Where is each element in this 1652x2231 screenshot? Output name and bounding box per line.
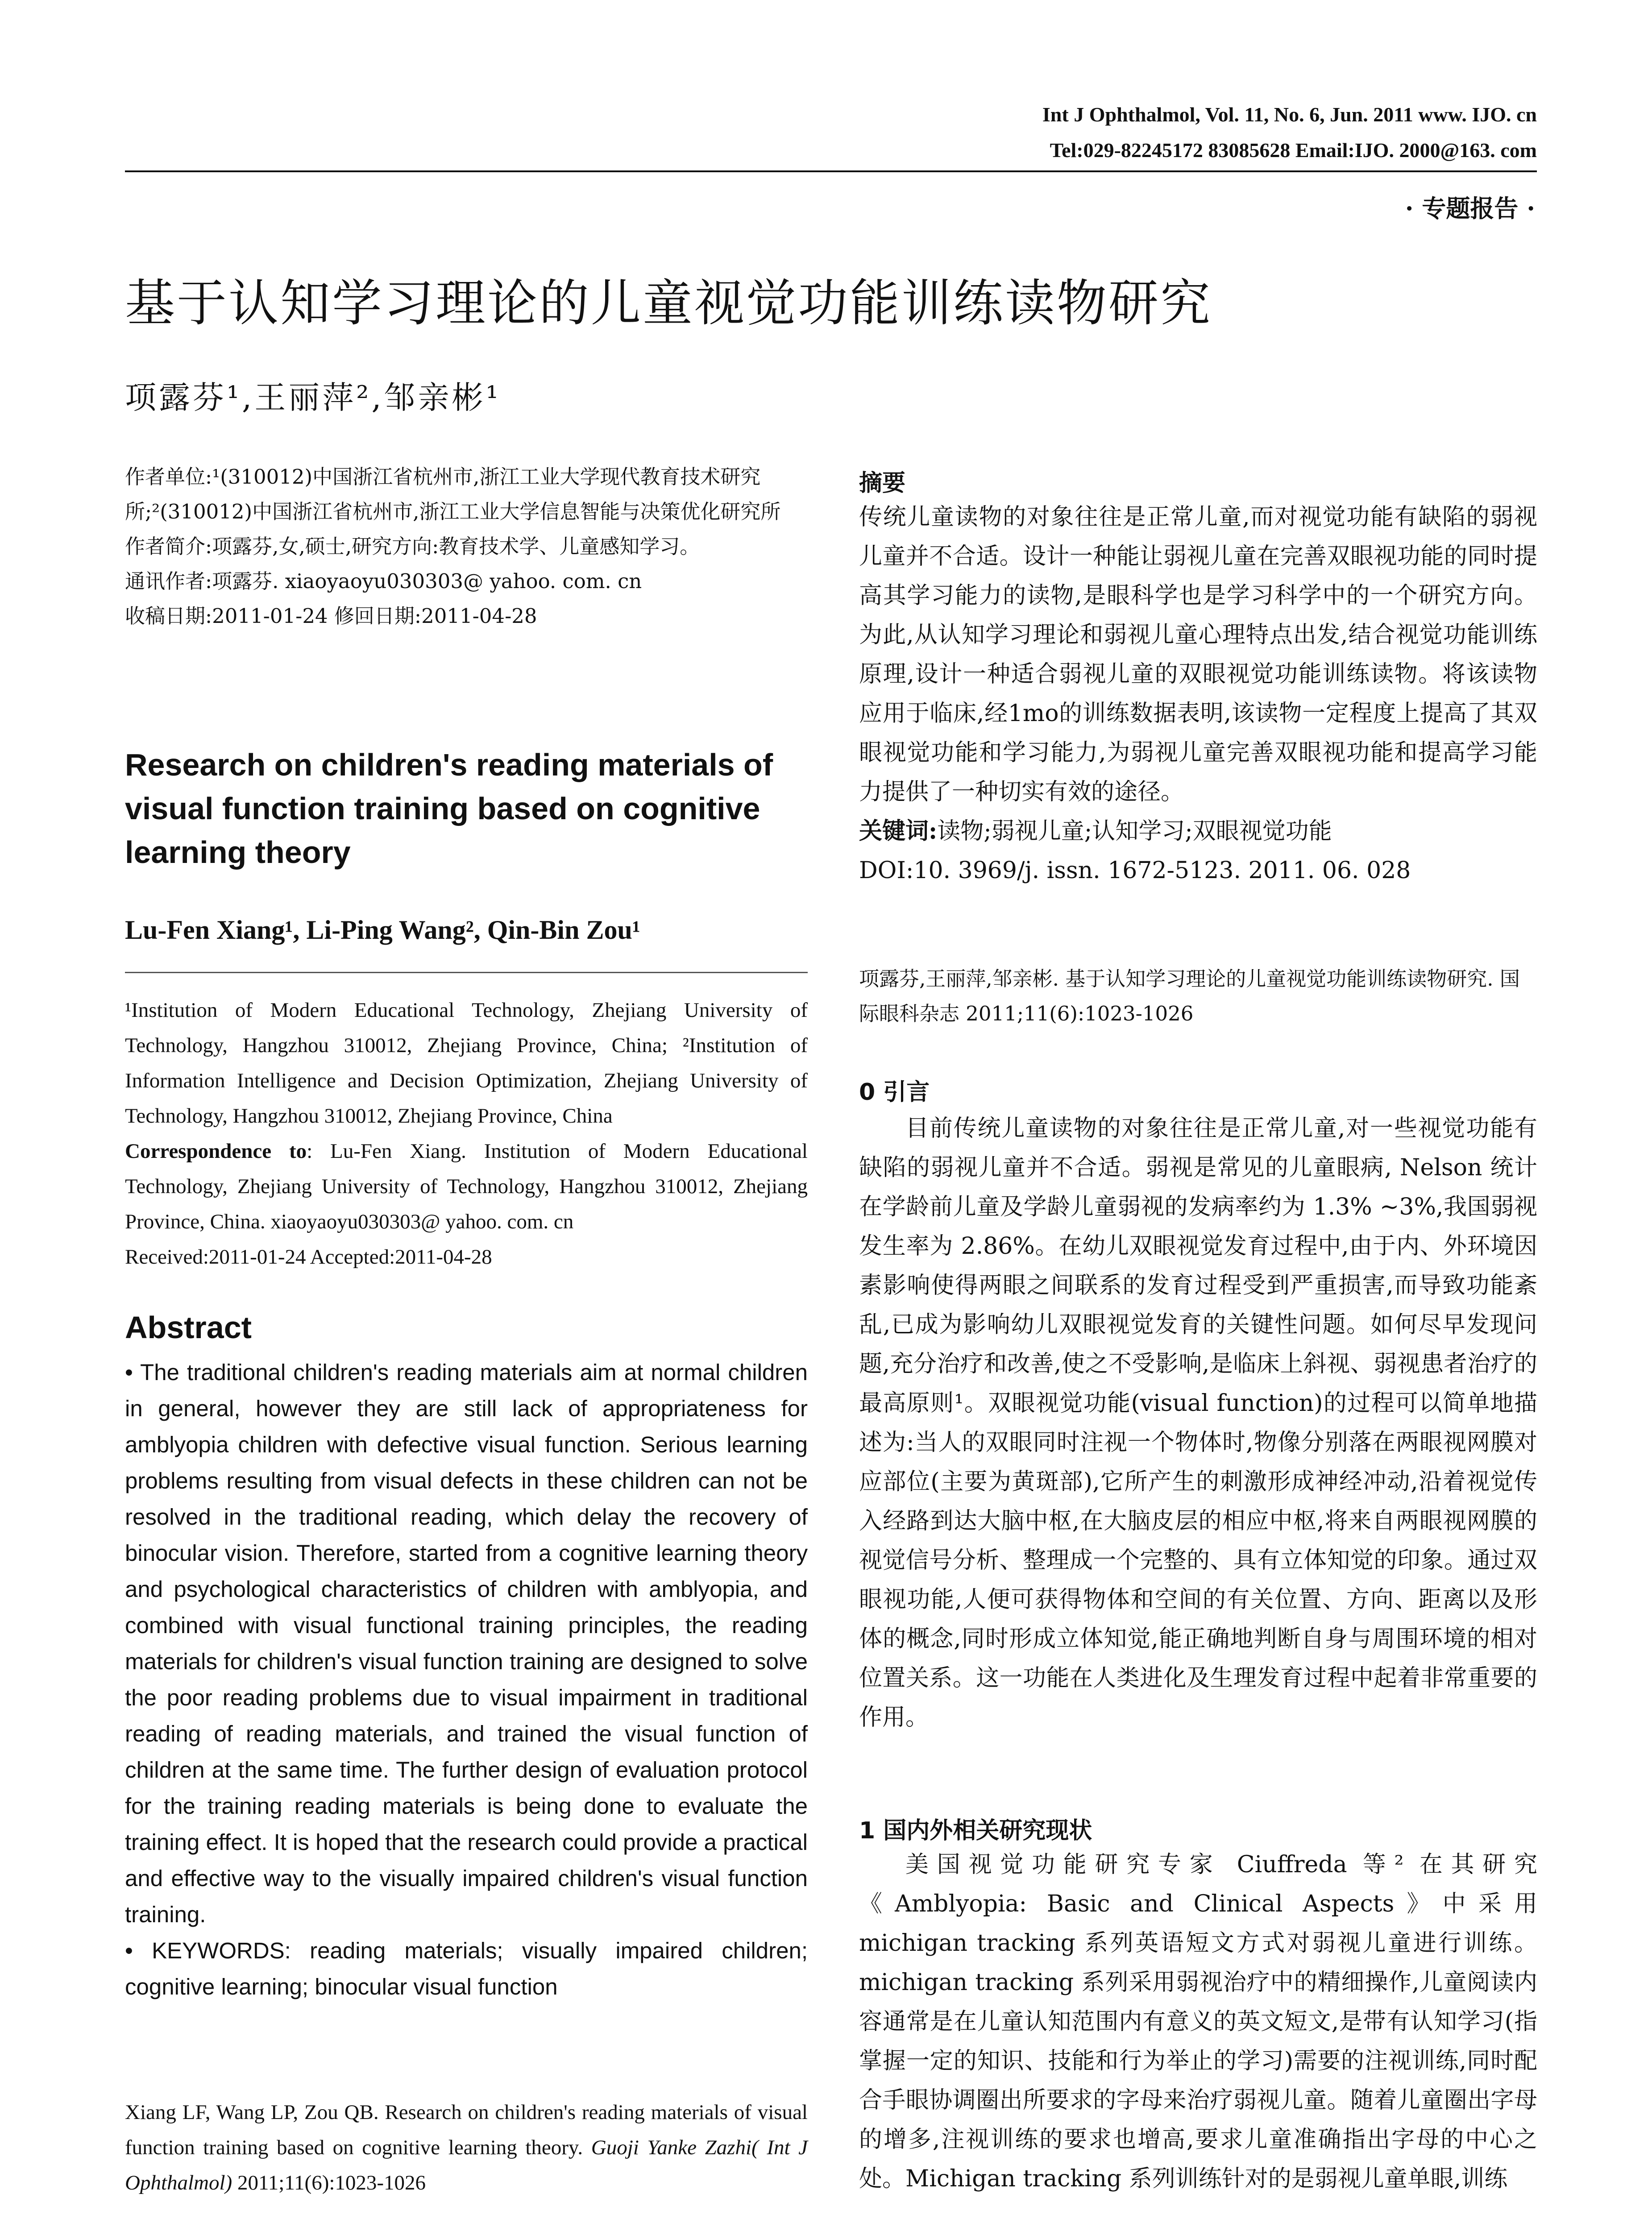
authors-en: Lu-Fen Xiang¹, Li-Ping Wang², Qin-Bin Zou¹ — [125, 915, 640, 945]
page-title: 基于认知学习理论的儿童视觉功能训练读物研究 — [125, 274, 1212, 332]
header-rule — [125, 170, 1537, 172]
citation-en-plain: Xiang LF, Wang LP, Zou QB. Research on children's reading materials of visual function training based on cognitive learning theory. — [125, 2101, 808, 2159]
author-info-block — [125, 460, 808, 634]
abstract-heading: Abstract — [125, 1310, 252, 1345]
section0-heading: 0 引言 — [859, 1079, 930, 1106]
author-bio-zh: 作者简介:项露芬,女,硕士,研究方向:教育技术学、儿童感知学习。 — [125, 535, 700, 558]
citation-zh: 项露芬,王丽萍,邹亲彬. 基于认知学习理论的儿童视觉功能训练读物研究. 国际眼科杂志 2011;11(6):1023-1026 — [859, 967, 1520, 1025]
doi: DOI:10. 3969/j. issn. 1672-5123. 2011. 06. 028 — [859, 857, 1411, 884]
correspondence-label: Correspondence to — [125, 1140, 307, 1163]
citation-en — [125, 2095, 808, 2201]
authors-zh: 项露芬¹,王丽萍²,邹亲彬¹ — [125, 379, 501, 416]
section1-heading: 1 国内外相关研究现状 — [859, 1817, 1092, 1844]
journal-header-line1: Int J Ophthalmol, Vol. 11, No. 6, Jun. 2011 www. IJO. cn — [1042, 103, 1537, 126]
affiliation-en-block — [125, 993, 808, 1275]
received-accepted-en: Received:2011-01-24 Accepted:2011-04-28 — [125, 1245, 492, 1269]
keywords-zh-label: 关键词: — [859, 817, 938, 845]
keywords-en: • KEYWORDS: reading materials; visually impaired children; cognitive learning; binocular visual function — [125, 1938, 808, 1999]
section1-block — [859, 1845, 1537, 2198]
keywords-zh-text: 读物;弱视儿童;认知学习;双眼视觉功能 — [937, 818, 1332, 845]
citation-en-tail: 2011;11(6):1023-1026 — [232, 2171, 426, 2194]
received-dates-zh: 收稿日期:2011-01-24 修回日期:2011-04-28 — [125, 604, 537, 628]
abstract-en-text: • The traditional children's reading materials aim at normal children in general, however they are still lack of appropriateness for amblyopia children with defective visual function. Serious learning problems resulting from visual defects in these children can not be resolved in the traditional reading, which delay the recovery of binocular vision. Therefore, started from a cognitive learning theory and psychological characteristics of children with amblyopia, and combined with visual functional training principles, the reading materials for children's visual function training are designed to solve the poor reading problems due to visual impairment in traditional reading of reading materials, and trained the visual function of children at the same time. The further design of evaluation protocol for the training reading materials is being done to evaluate the training effect. It is hoped that the research could provide a practical and effective way to the visually impaired children's visual function training. — [125, 1360, 808, 1927]
abstract-en-block — [125, 1354, 808, 2005]
abstract-zh-heading: 摘要 — [859, 470, 906, 497]
column-label: · 专题报告 · — [1405, 194, 1535, 223]
abstract-zh-text: 传统儿童读物的对象往往是正常儿童,而对视觉功能有缺陷的弱视儿童并不合适。设计一种能让弱视儿童在完善双眼视功能的同时提高其学习能力的读物,是眼科学也是学习科学中的一个研究方向。为此,从认知学习理论和弱视儿童心理特点出发,结合视觉功能训练原理,设计一种适合弱视儿童的双眼视觉功能训练读物。将该读物应用于临床,经1mo的训练数据表明,该读物一定程度上提高了其双眼视觉功能和学习能力,为弱视儿童完善双眼视功能和提高学习能力提供了一种切实有效的途径。 — [859, 504, 1537, 805]
title-en: Research on children's reading materials of visual function training based on cognitive learning theory — [125, 747, 773, 870]
section0-text: 目前传统儿童读物的对象往往是正常儿童,对一些视觉功能有缺陷的弱视儿童并不合适。弱视是常见的儿童眼病, Nelson 统计在学龄前儿童及学龄儿童弱视的发病率约为 1.3% ~3%,我国弱视发生率为 2.86%。在幼儿双眼视觉发育过程中,由于内、外环境因素影响使得两眼之间联系的发育过程受到严重损害,而导致功能紊乱,已成为影响幼儿双眼视觉发育的关键性问题。如何尽早发现问题,充分治疗和改善,使之不受影响,是临床上斜视、弱视患者治疗的最高原则¹。双眼视觉功能(visual function)的过程可以简单地描述为:当人的双眼同时注视一个物体时,物像分别落在两眼视网膜对应部位(主要为黄斑部),它所产生的刺激形成神经冲动,沿着视觉传入经路到达大脑中枢,在大脑皮层的相应中枢,将来自两眼视网膜的视觉信号分析、整理成一个完整的、具有立体知觉的印象。通过双眼视功能,人便可获得物体和空间的有关位置、方向、距离以及形体的概念,同时形成立体知觉,能正确地判断自身与周围环境的相对位置关系。这一功能在人类进化及生理发育过程中起着非常重要的作用。 — [859, 1115, 1537, 1731]
section1-text: 美国视觉功能研究专家 Ciuffreda 等² 在其研究《Amblyopia: Basic and Clinical Aspects》中采用 michigan tracking 系列英语短文方式对弱视儿童进行训练。michigan tracking 系列采用弱视治疗中的精细操作,儿童阅读内容通常是在儿童认知范围内有意义的英文短文,是带有认知学习(指掌握一定的知识、技能和行为举止的学习)需要的注视训练,同时配合手眼协调圈出所要求的字母来治疗弱视儿童。随着儿童圈出字母的增多,注视训练的要求也增高,要求儿童准确指出字母的中心之处。Michigan tracking 系列训练针对的是弱视儿童单眼,训练 — [859, 1851, 1537, 2192]
correspondence-text: : Lu-Fen Xiang. Institution of Modern Educational Technology, Zhejiang University of Technology, Hangzhou 310012, Zhejiang Province, China. xiaoyaoyu030303@ yahoo. com. cn — [125, 1140, 808, 1233]
affiliation-en: ¹Institution of Modern Educational Technology, Zhejiang University of Technology, Hangzhou 310012, Zhejiang Province, China; ²Institution of Information Intelligence and Decision Optimization, Zhejiang University of Technology, Hangzhou 310012, Zhejiang Province, China — [125, 999, 808, 1128]
correspondence-en — [125, 1134, 808, 1240]
citation-en-journal: Guoji Yanke Zazhi( Int J Ophthalmol) — [125, 2136, 808, 2194]
keywords-zh — [859, 812, 1537, 851]
abstract-zh-block — [859, 498, 1537, 890]
author-affiliation-zh: 作者单位:¹(310012)中国浙江省杭州市,浙江工业大学现代教育技术研究所;²(310012)中国浙江省杭州市,浙江工业大学信息智能与决策优化研究所 — [125, 465, 781, 523]
affiliation-rule — [125, 972, 808, 973]
journal-header-line2: Tel:029-82245172 83085628 Email:IJO. 2000@163. com — [1050, 139, 1537, 162]
section0-block — [859, 1109, 1537, 1737]
corresponding-author-zh: 通讯作者:项露芬. xiaoyaoyu030303@ yahoo. com. cn — [125, 569, 642, 593]
